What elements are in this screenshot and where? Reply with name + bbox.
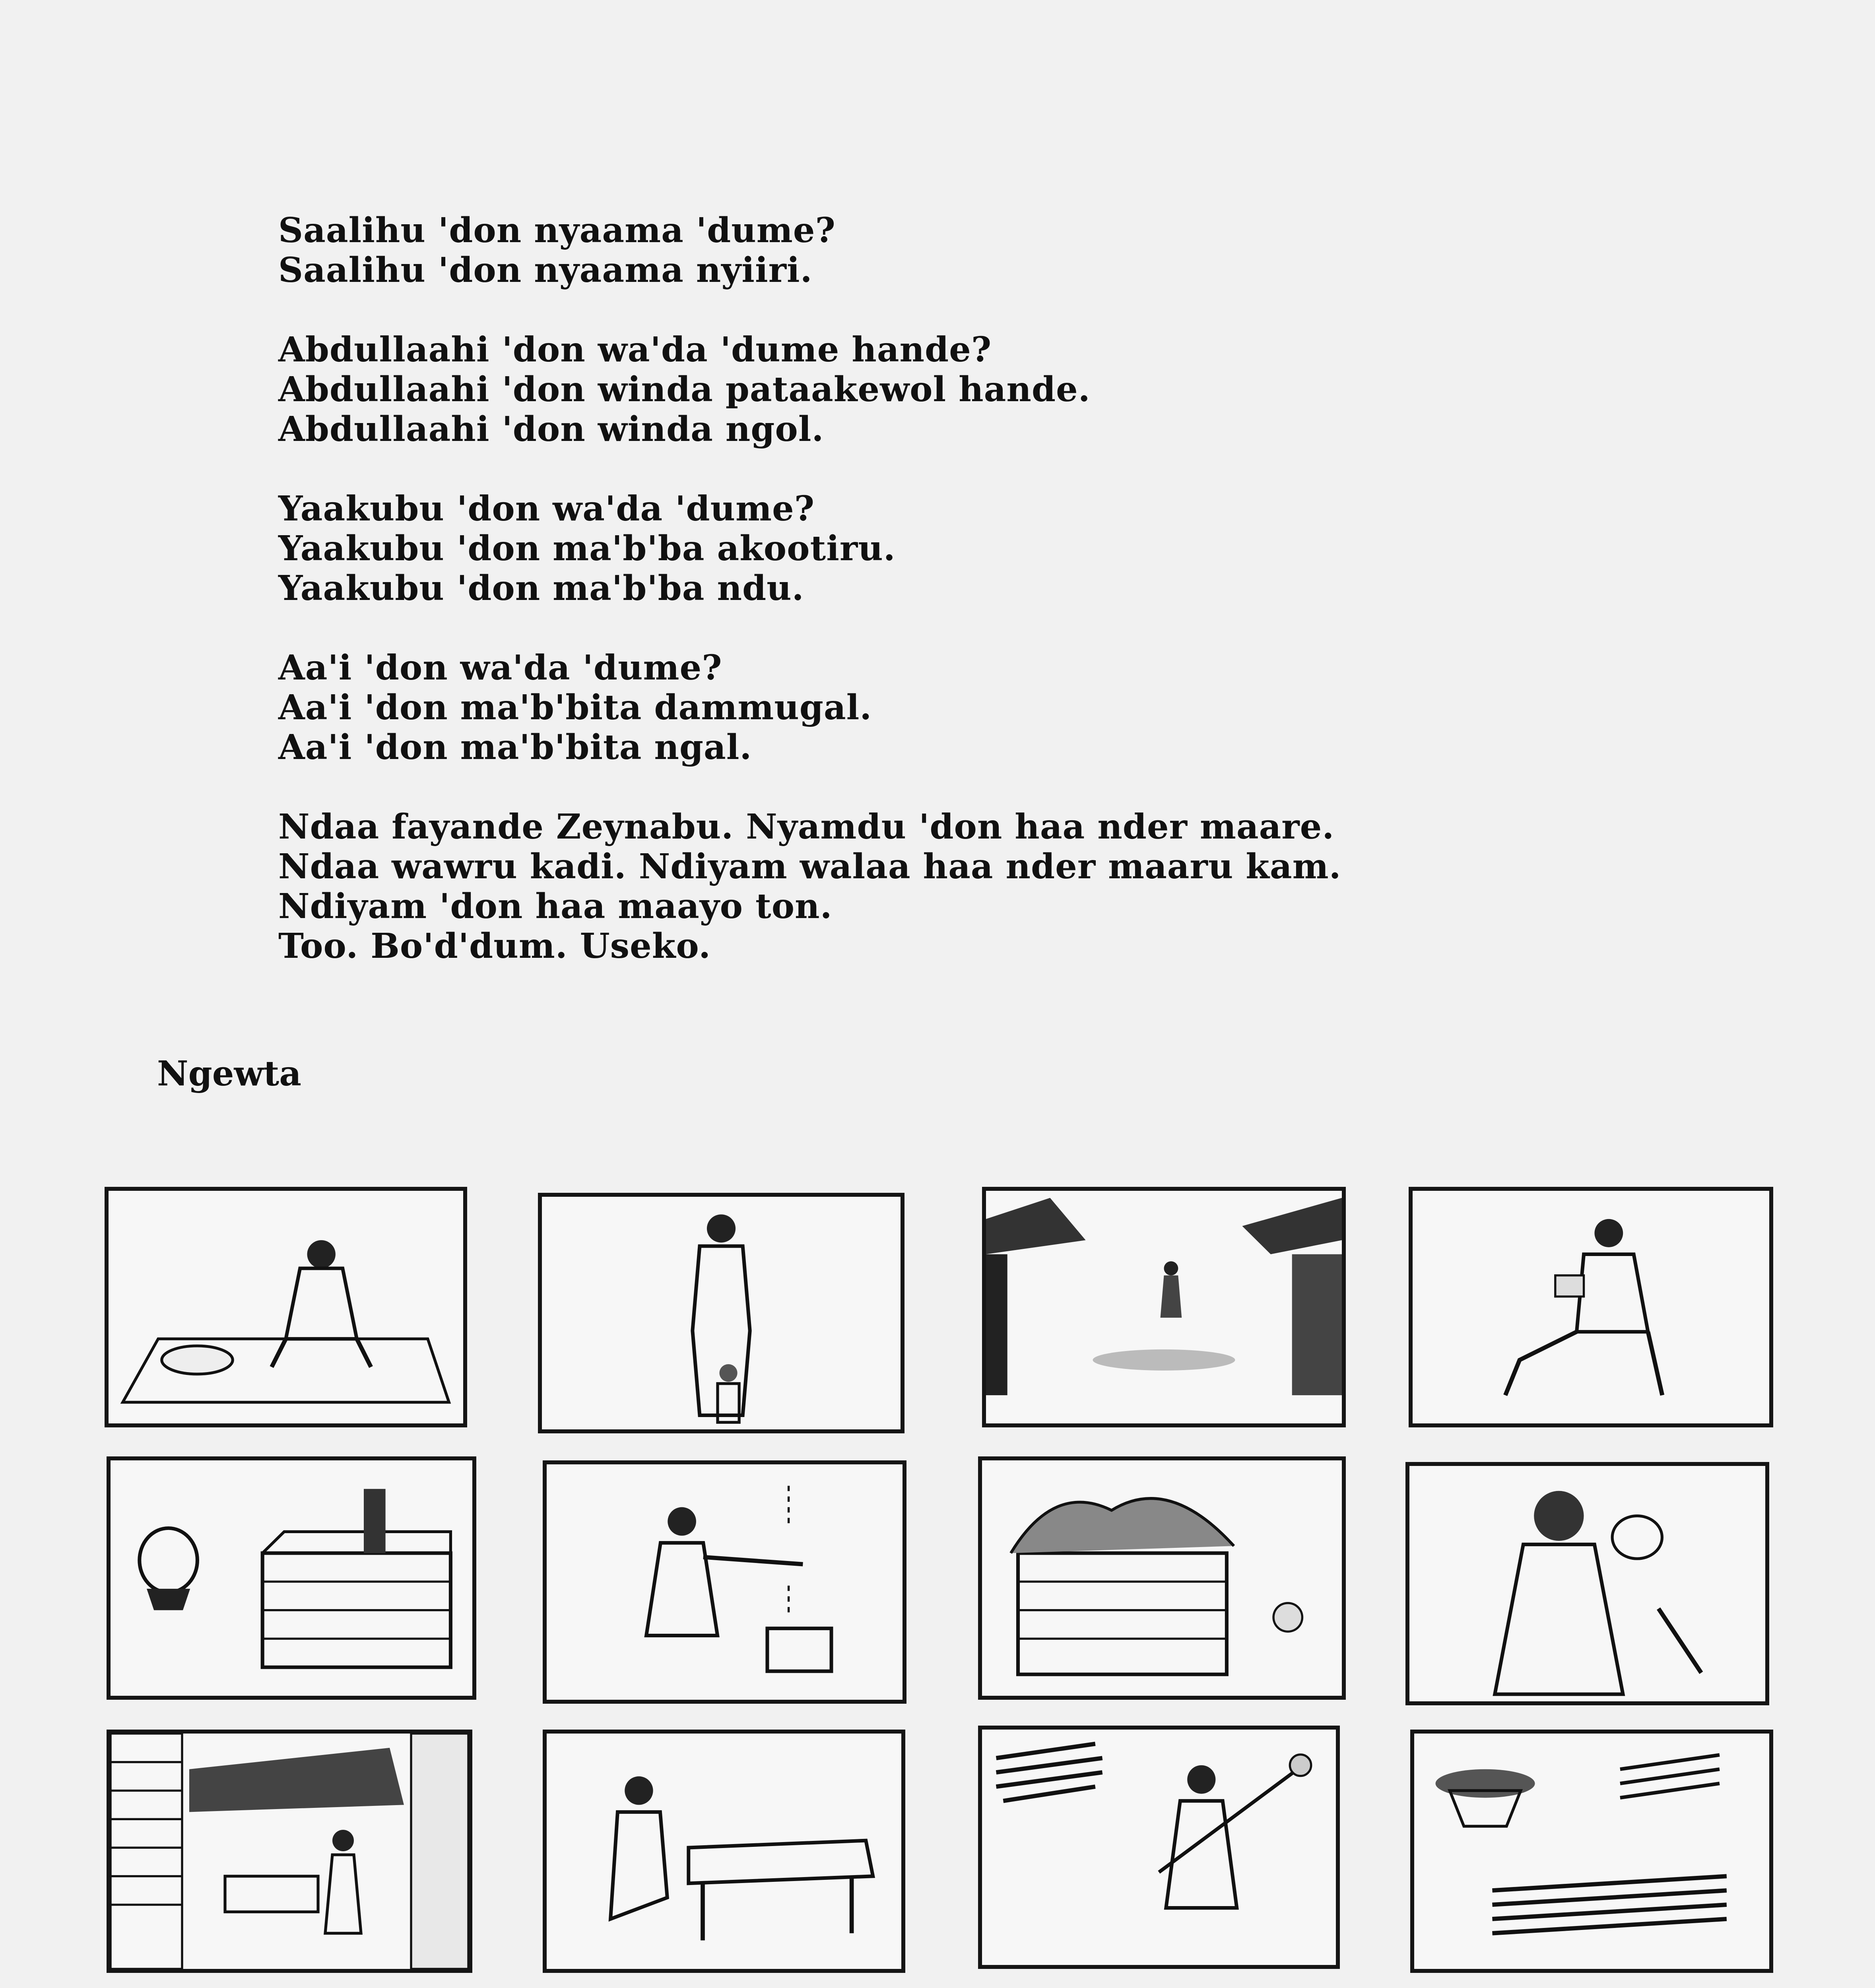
illustration-7: [1405, 1462, 1769, 1705]
text-line: Yaakubu 'don ma'b'ba akootiru.: [278, 528, 896, 569]
text-line: Abdullaahi 'don winda pataakewol hande.: [278, 369, 1091, 410]
text-line: Aa'i 'don ma'b'bita dammugal.: [278, 687, 872, 728]
illustration-2: [982, 1187, 1346, 1427]
illustration-8: [107, 1730, 472, 1973]
stanza: [278, 330, 1471, 449]
illustration-3: [1409, 1187, 1773, 1427]
text-line: Saalihu 'don nyaama 'dume?: [278, 210, 836, 250]
section-heading: Ngewta: [157, 1054, 301, 1094]
text-line: Ndiyam 'don haa maayo ton.: [278, 886, 833, 926]
stanza: [278, 807, 1471, 966]
text-line: Saalihu 'don nyaama nyiiri.: [278, 250, 813, 290]
text-line: Abdullaahi 'don winda ngol.: [278, 409, 824, 449]
illustration-4: [107, 1456, 476, 1700]
text-line: Too. Bo'd'dum. Useko.: [278, 926, 711, 966]
stanza: [278, 648, 1471, 767]
illustration-5: [543, 1460, 906, 1704]
illustration-1: [538, 1193, 905, 1433]
text-line: Aa'i 'don wa'da 'dume?: [278, 648, 722, 688]
text-line: Aa'i 'don ma'b'bita ngal.: [278, 727, 752, 767]
text-line: Ndaa wawru kadi. Ndiyam walaa haa nder maaru kam.: [278, 846, 1341, 887]
text-line: Yaakubu 'don wa'da 'dume?: [278, 489, 815, 529]
illustration-6: [978, 1456, 1346, 1700]
illustration-11: [1410, 1730, 1773, 1973]
stanza: [278, 211, 1471, 290]
text-line: Ndaa fayande Zeynabu. Nyamdu 'don haa nder maare.: [278, 807, 1335, 847]
illustration-10: [978, 1726, 1340, 1969]
illustration-9: [543, 1730, 905, 1973]
text-line: Abdullaahi 'don wa'da 'dume hande?: [278, 330, 992, 370]
stanza: [278, 489, 1471, 608]
dialogue-text: [278, 211, 1471, 1006]
text-line: Yaakubu 'don ma'b'ba ndu.: [278, 568, 804, 608]
illustration-0: [105, 1187, 467, 1427]
